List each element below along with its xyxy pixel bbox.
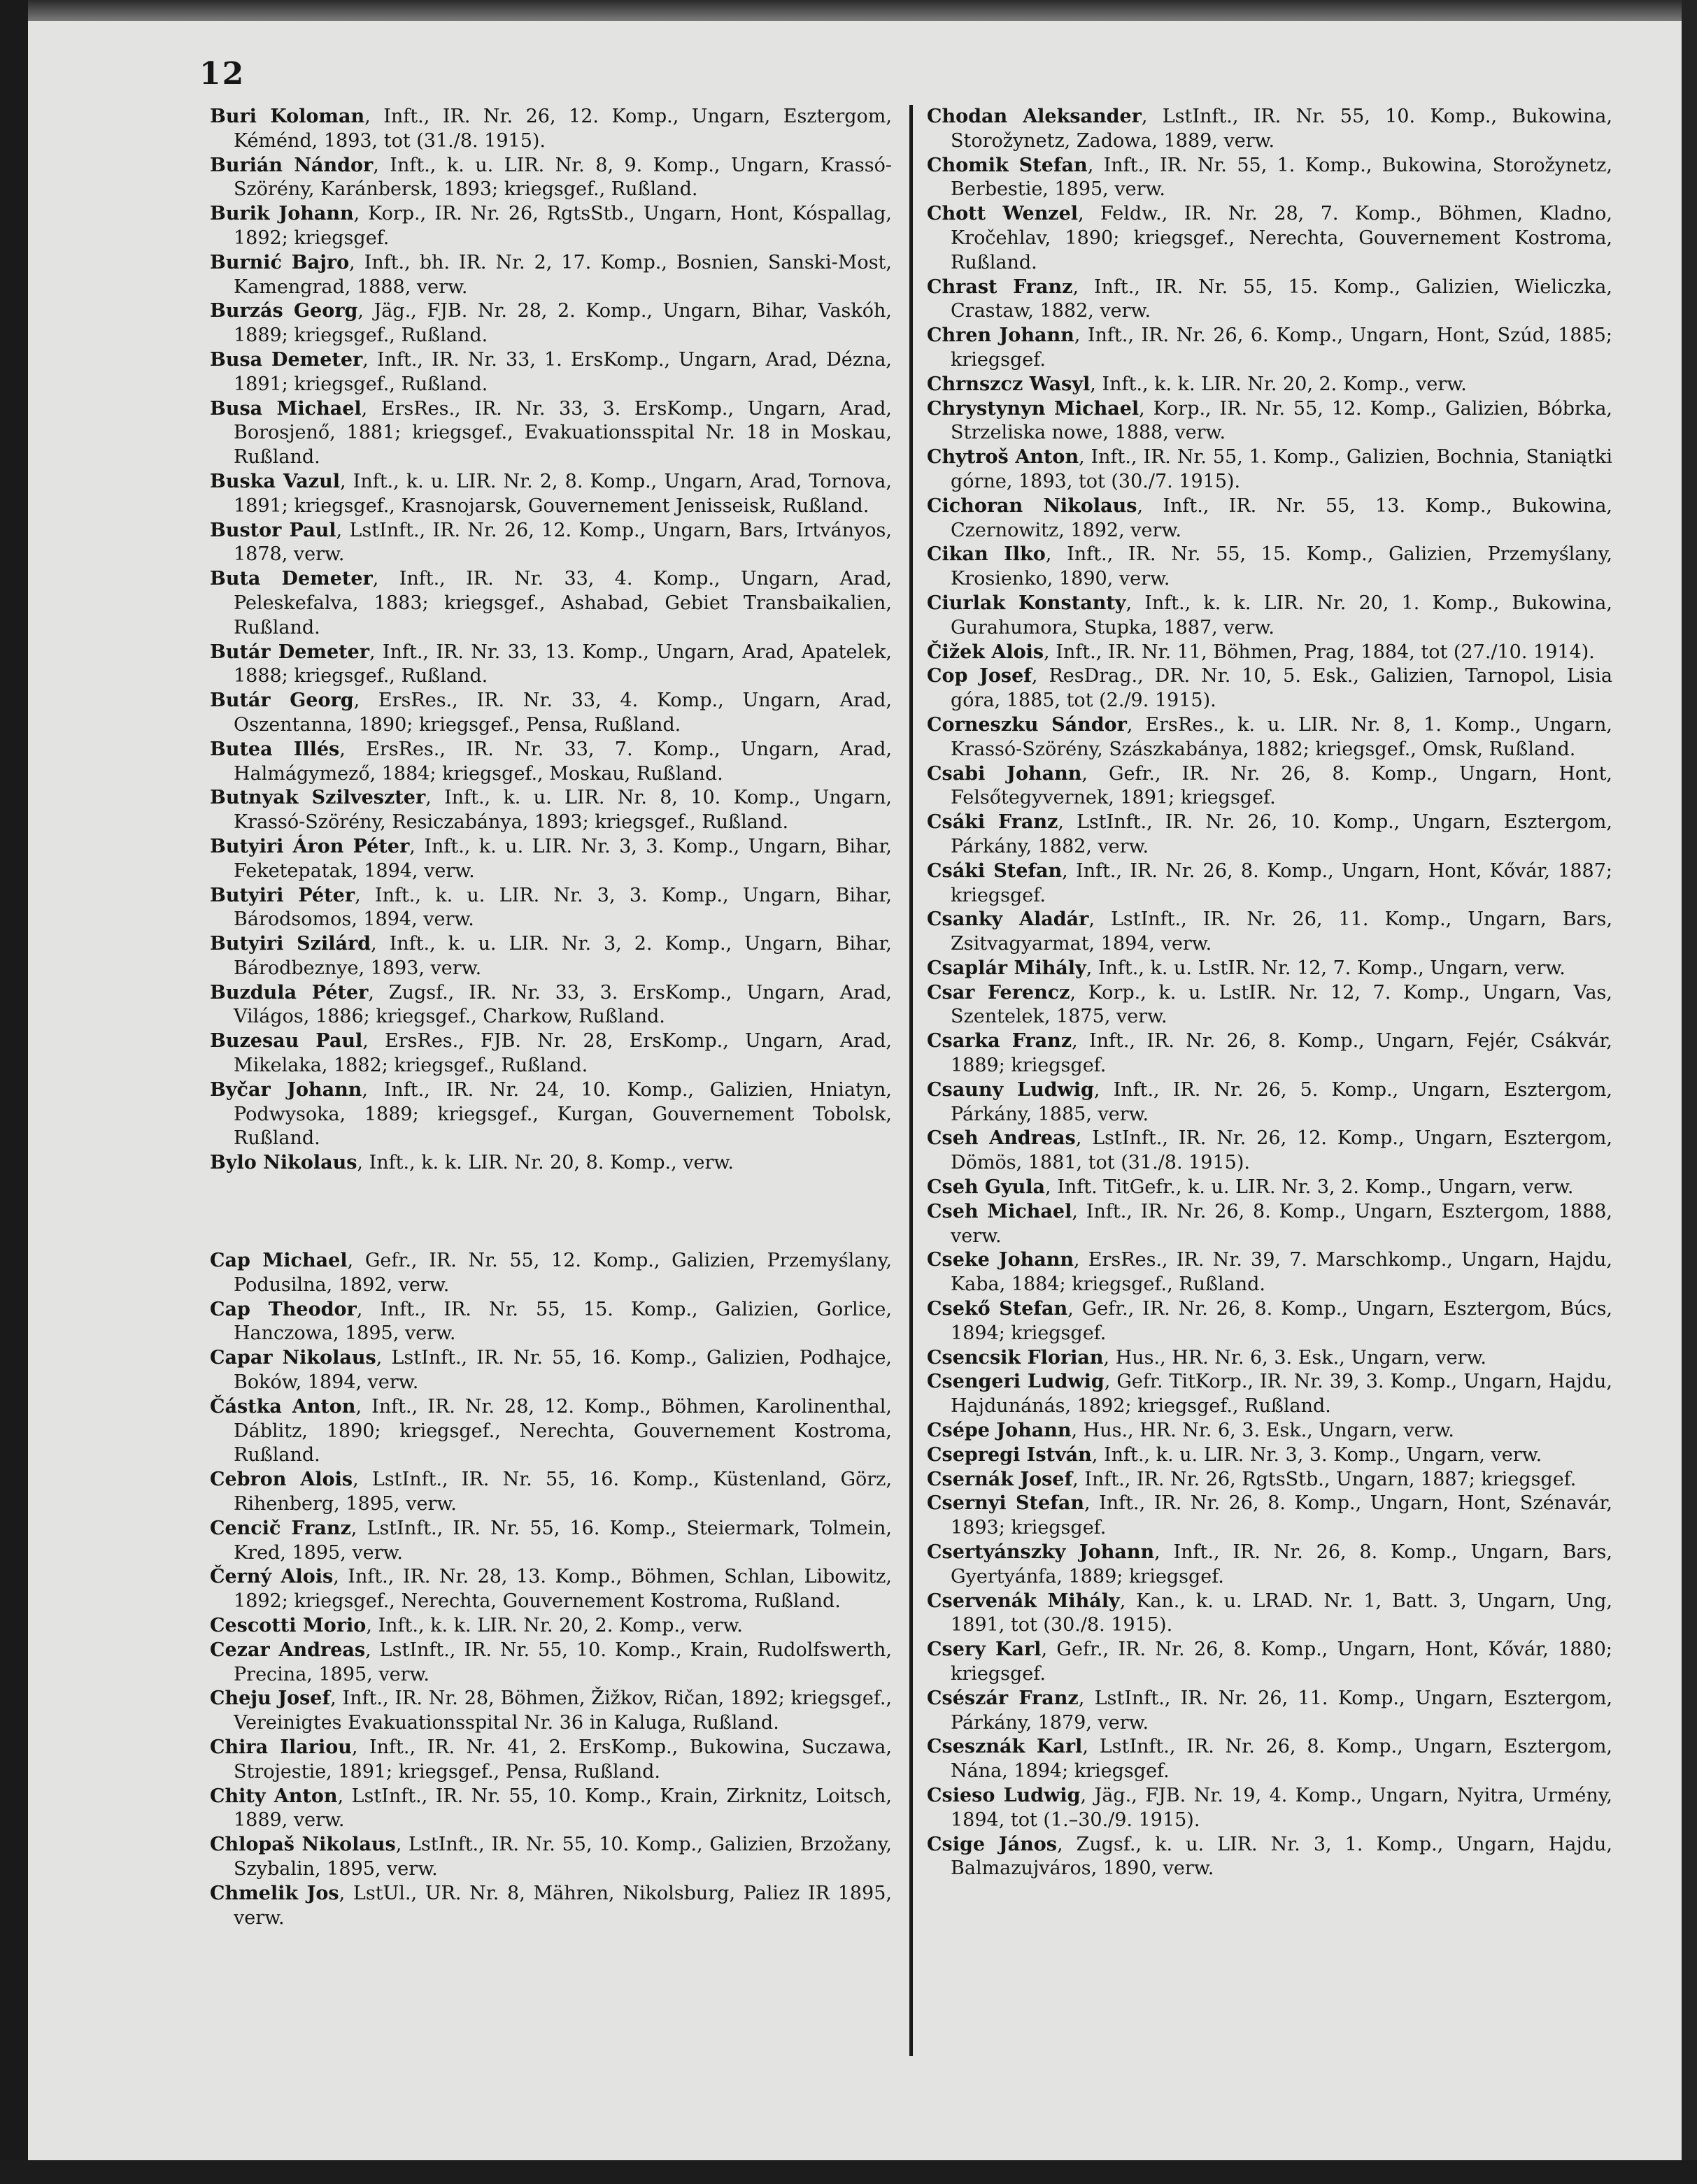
entry-details: , LstInft., IR. Nr. 55, 16. Komp., Steiermark, Tolmein, Kred, 1895, verw. [234, 1517, 892, 1564]
list-entry [927, 713, 1612, 762]
list-entry [927, 1419, 1612, 1443]
entry-name: Chira Ilariou [210, 1736, 352, 1758]
entry-name: Corneszku Sándor [927, 713, 1127, 736]
list-entry [927, 908, 1612, 957]
list-entry [927, 1297, 1612, 1346]
list-entry [210, 567, 892, 640]
list-entry [927, 202, 1612, 275]
entry-name: Csencsik Florian [927, 1346, 1104, 1369]
entry-details: , Inft. TitGefr., k. u. LIR. Nr. 3, 2. Komp., Ungarn, verw. [1045, 1176, 1574, 1199]
entry-name: Burzás Georg [210, 300, 358, 322]
list-entry [927, 1541, 1612, 1590]
list-entry [927, 859, 1612, 908]
entry-details: , ResDrag., DR. Nr. 10, 5. Esk., Galizien, Tarnopol, Lisia góra, 1885, tot (2./9. 1915). [951, 665, 1612, 712]
entry-name: Byčar Johann [210, 1078, 362, 1101]
entry-details: , Inft., IR. Nr. 26, 8. Komp., Ungarn, Hont, Kővár, 1887; kriegsgef. [951, 859, 1612, 906]
entry-name: Chren Johann [927, 324, 1074, 347]
page-number: 12 [199, 56, 246, 92]
entry-name: Cap Michael [210, 1250, 348, 1272]
entry-details: , Inft., IR. Nr. 26, 8. Komp., Ungarn, Hont, Szénavár, 1893; kriegsgef. [951, 1492, 1612, 1539]
entry-details: , Inft., IR. Nr. 55, 13. Komp., Bukowina, Czernowitz, 1892, verw. [951, 494, 1612, 541]
entry-details: , Inft., IR. Nr. 26, 5. Komp., Ungarn, Esztergom, Párkány, 1885, verw. [951, 1078, 1613, 1125]
entry-name: Capar Nikolaus [210, 1347, 376, 1369]
entry-details: , Inft., IR. Nr. 28, 13. Komp., Böhmen, Schlan, Libowitz, 1892; kriegsgef., Nerechta, Gouvernement Kostroma, Rußland. [234, 1566, 892, 1613]
list-entry [927, 1176, 1612, 1200]
list-entry [927, 811, 1612, 859]
entry-name: Cebron Alois [210, 1469, 353, 1491]
entry-name: Butnyak Szilveszter [210, 787, 426, 809]
list-entry [927, 1638, 1612, 1687]
entry-details: , Inft., IR. Nr. 11, Böhmen, Prag, 1884, tot (27./10. 1914). [1044, 641, 1595, 663]
entry-details: , Korp., k. u. LstIR. Nr. 12, 7. Komp., Ungarn, Vas, Szentelek, 1875, verw. [951, 981, 1612, 1028]
entry-details: , Gefr., IR. Nr. 26, 8. Komp., Ungarn, Hont, Kővár, 1880; kriegsgef. [951, 1639, 1613, 1685]
list-entry [210, 348, 892, 397]
list-entry [927, 1346, 1612, 1371]
entry-details: , Hus., HR. Nr. 6, 3. Esk., Ungarn, verw. [1071, 1420, 1454, 1442]
entry-details: , Inft., IR. Nr. 33, 13. Komp., Ungarn, Arad, Apatelek, 1888; kriegsgef., Rußland. [234, 641, 893, 687]
entry-name: Ciurlak Konstanty [927, 592, 1126, 614]
entry-name: Cikan Ilko [927, 543, 1046, 566]
entry-name: Csaplár Mihály [927, 957, 1086, 979]
entry-details: , Korp., IR. Nr. 26, RgtsStb., Ungarn, Hont, Kóspallag, 1892; kriegsgef. [234, 203, 892, 249]
entry-name: Černý Alois [210, 1566, 334, 1588]
list-entry [210, 105, 892, 154]
entry-name: Csáki Franz [927, 811, 1058, 834]
entry-details: , Inft., IR. Nr. 26, 8. Komp., Ungarn, Bars, Gyertyánfa, 1889; kriegsgef. [951, 1541, 1612, 1587]
list-entry [210, 1029, 892, 1078]
entry-details: , LstInft., IR. Nr. 55, 16. Komp., Küstenland, Görz, Rihenberg, 1895, verw. [234, 1469, 892, 1515]
entry-details: , ErsRes., IR. Nr. 39, 7. Marschkomp., Ungarn, Hajdu, Kaba, 1884; kriegsgef., Rußland. [951, 1249, 1613, 1296]
list-entry [927, 1127, 1612, 1176]
entry-details: , LstInft., IR. Nr. 26, 12. Komp., Ungarn, Esztergom, Dömös, 1881, tot (31./8. 1915). [951, 1127, 1612, 1174]
list-entry [210, 470, 892, 519]
entry-details: , ErsRes., IR. Nr. 33, 3. ErsKomp., Ungarn, Arad, Borosjenő, 1881; kriegsgef., Evakuationsspital Nr. 18 in Moskau, Rußland. [234, 397, 892, 469]
list-entry [927, 1735, 1612, 1784]
entry-details: , Inft., IR. Nr. 41, 2. ErsKomp., Bukowina, Suczawa, Strojestie, 1891; kriegsgef., Pensa, Rußland. [234, 1736, 892, 1783]
entry-details: , Inft., k. k. LIR. Nr. 20, 2. Komp., verw. [366, 1615, 743, 1637]
entry-details: , Gefr., IR. Nr. 55, 12. Komp., Galizien, Przemyślany, Podusilna, 1892, verw. [234, 1250, 892, 1296]
entry-name: Cseh Gyula [927, 1176, 1046, 1199]
list-entry [927, 592, 1612, 641]
entry-details: , Gefr., IR. Nr. 26, 8. Komp., Ungarn, Hont, Felsőtegyvernek, 1891; kriegsgef. [951, 762, 1613, 809]
entry-details: , Gefr. TitKorp., IR. Nr. 39, 3. Komp., Ungarn, Hajdu, Hajdunánás, 1892; kriegsgef., Rußland. [951, 1371, 1612, 1418]
entry-details: , LstInft., IR. Nr. 26, 12. Komp., Ungarn, Bars, Irtványos, 1878, verw. [234, 519, 892, 566]
list-entry [927, 154, 1612, 203]
entry-details: , Jäg., FJB. Nr. 19, 4. Komp., Ungarn, Nyitra, Urmény, 1894, tot (1.–30./9. 1915). [951, 1784, 1613, 1831]
entry-details: , LstInft., IR. Nr. 55, 10. Komp., Galizien, Brzožany, Szybalin, 1895, verw. [234, 1834, 892, 1880]
entry-details: , Inft., k. u. LIR. Nr. 3, 3. Komp., Ungarn, Bihar, Bárodsomos, 1894, verw. [234, 884, 892, 931]
list-entry [210, 1395, 892, 1468]
entry-name: Csepregi István [927, 1443, 1092, 1466]
entry-details: , Korp., IR. Nr. 55, 12. Komp., Galizien, Bóbrka, Strzeliska nowe, 1888, verw. [951, 397, 1612, 444]
entry-name: Burián Nándor [210, 154, 374, 176]
list-entry [927, 324, 1612, 373]
entry-name: Chrast Franz [927, 276, 1073, 298]
entry-name: Burnić Bajro [210, 251, 350, 273]
list-entry [927, 1248, 1612, 1297]
entry-name: Butyiri Áron Péter [210, 835, 410, 857]
entry-details: , ErsRes., k. u. LIR. Nr. 8, 1. Komp., Ungarn, Krassó-Szörény, Szászkabánya, 1882; kriegsgef., Omsk, Rußland. [951, 713, 1612, 760]
entry-name: Butár Georg [210, 690, 354, 712]
entry-details: , Zugsf., k. u. LIR. Nr. 3, 1. Komp., Ungarn, Hajdu, Balmazujváros, 1890, verw. [951, 1833, 1612, 1880]
list-entry [927, 1370, 1612, 1419]
entries-group-c [210, 1249, 892, 1930]
entry-name: Cseke Johann [927, 1249, 1074, 1271]
entry-details: , Inft., IR. Nr. 55, 1. Komp., Galizien, Bochnia, Staniątki górne, 1893, tot (30./7. 1915). [951, 446, 1612, 492]
entry-details: , Inft., k. u. LIR. Nr. 3, 3. Komp., Ungarn, Bihar, Feketepatak, 1894, verw. [234, 835, 892, 882]
entry-name: Buska Vazul [210, 470, 340, 492]
entry-details: , Inft., k. u. LstIR. Nr. 12, 7. Komp., Ungarn, verw. [1086, 957, 1565, 979]
entry-name: Butea Illés [210, 738, 340, 760]
entry-name: Cservenák Mihály [927, 1590, 1120, 1612]
entry-details: , LstInft., IR. Nr. 55, 10. Komp., Krain, Rudolfswerth, Precina, 1895, verw. [234, 1639, 892, 1685]
entry-details: , LstInft., IR. Nr. 55, 16. Komp., Galizien, Podhajce, Boków, 1894, verw. [234, 1347, 892, 1394]
list-entry [927, 1833, 1612, 1882]
entry-details: , Inft., k. u. LIR. Nr. 8, 9. Komp., Ungarn, Krassó-Szörény, Karánbersk, 1893; kriegsgef., Rußland. [234, 154, 892, 201]
list-entry [210, 932, 892, 981]
entry-details: , Inft., IR. Nr. 55, 1. Komp., Bukowina, Storožynetz, Berbestie, 1895, verw. [951, 154, 1612, 201]
entry-name: Butár Demeter [210, 641, 370, 663]
list-entry [927, 445, 1612, 494]
list-entry [210, 835, 892, 884]
entry-name: Csieso Ludwig [927, 1784, 1081, 1806]
entry-details: , Jäg., FJB. Nr. 28, 2. Komp., Ungarn, Bihar, Vaskóh, 1889; kriegsgef., Rußland. [234, 300, 892, 347]
list-entry [927, 981, 1612, 1030]
entry-name: Butyiri Szilárd [210, 933, 371, 955]
list-entry [210, 251, 892, 300]
group-spacer [210, 1176, 892, 1249]
entry-details: , LstInft., IR. Nr. 55, 10. Komp., Bukowina, Storožynetz, Zadowa, 1889, verw. [951, 106, 1612, 152]
entry-details: , LstUl., UR. Nr. 8, Mähren, Nikolsburg, Paliez IR 1895, verw. [234, 1882, 892, 1929]
entry-name: Chytroš Anton [927, 446, 1079, 469]
entry-details: , Inft., IR. Nr. 33, 4. Komp., Ungarn, Arad, Peleskefalva, 1883; kriegsgef., Ashabad, Gebiet Transbaikalien, Rußland. [234, 568, 892, 638]
entry-name: Csészár Franz [927, 1687, 1079, 1709]
entry-name: Bustor Paul [210, 519, 336, 541]
list-entry [210, 1833, 892, 1882]
entry-details: , Inft., IR. Nr. 26, 8. Komp., Ungarn, Fejér, Csákvár, 1889; kriegsgef. [951, 1030, 1612, 1077]
list-entry [927, 1443, 1612, 1468]
list-entry [210, 641, 892, 690]
entry-details: , ErsRes., FJB. Nr. 28, ErsKomp., Ungarn, Arad, Mikelaka, 1882; kriegsgef., Rußland. [234, 1030, 892, 1077]
list-entry [210, 1882, 892, 1931]
entry-details: , Feldw., IR. Nr. 28, 7. Komp., Böhmen, Kladno, Kročehlav, 1890; kriegsgef., Nerechta, Gouvernement Kostroma, Rußland. [951, 203, 1612, 273]
entry-name: Buta Demeter [210, 568, 373, 590]
entry-details: , ErsRes., IR. Nr. 33, 7. Komp., Ungarn, Arad, Halmágymező, 1884; kriegsgef., Moskau, Rußland. [234, 738, 892, 785]
entry-name: Buzdula Péter [210, 981, 369, 1004]
list-entry [927, 543, 1612, 592]
entry-details: , Inft., k. u. LIR. Nr. 2, 8. Komp., Ungarn, Arad, Tornova, 1891; kriegsgef., Krasnojarsk, Gouvernement Jenisseisk, Rußland. [234, 470, 892, 517]
list-entry [210, 202, 892, 251]
list-entry [210, 981, 892, 1030]
list-entry [927, 1784, 1612, 1833]
entry-details: , Inft., bh. IR. Nr. 2, 17. Komp., Bosnien, Sanski-Most, Kamengrad, 1888, verw. [234, 251, 892, 298]
list-entry [927, 1078, 1612, 1127]
entry-details: , ErsRes., IR. Nr. 33, 4. Komp., Ungarn, Arad, Oszentanna, 1890; kriegsgef., Pensa, Rußland. [234, 690, 892, 736]
entry-name: Cencič Franz [210, 1517, 351, 1539]
list-entry [210, 397, 892, 470]
list-entry [927, 397, 1612, 446]
list-entry [210, 1565, 892, 1614]
entry-details: , Hus., HR. Nr. 6, 3. Esk., Ungarn, verw. [1103, 1346, 1486, 1369]
entry-details: , LstInft., IR. Nr. 26, 11. Komp., Ungarn, Bars, Zsitvagyarmat, 1894, verw. [951, 908, 1612, 955]
entry-details: , Inft., k. k. LIR. Nr. 20, 2. Komp., verw. [1090, 373, 1467, 395]
entry-details: , Inft., k. k. LIR. Nr. 20, 1. Komp., Bukowina, Gurahumora, Stupka, 1887, verw. [951, 592, 1612, 638]
list-entry [210, 1517, 892, 1566]
list-entry [210, 299, 892, 348]
entry-name: Busa Demeter [210, 348, 363, 371]
entry-details: , Inft., IR. Nr. 55, 15. Komp., Galizien, Wieliczka, Crastaw, 1882, verw. [951, 276, 1612, 322]
column-divider [909, 105, 913, 2056]
entry-details: , Inft., k. u. LIR. Nr. 8, 10. Komp., Ungarn, Krassó-Szörény, Resiczabánya, 1893; kriegsgef., Rußland. [234, 787, 892, 834]
entry-details: , Zugsf., IR. Nr. 33, 3. ErsKomp., Ungarn, Arad, Világos, 1886; kriegsgef., Charkow, Rußland. [234, 981, 892, 1028]
entry-name: Csery Karl [927, 1639, 1042, 1661]
entry-details: , LstInft., IR. Nr. 26, 11. Komp., Ungarn, Esztergom, Párkány, 1879, verw. [951, 1687, 1613, 1734]
entry-details: , Inft., IR. Nr. 26, RgtsStb., Ungarn, 1887; kriegsgef. [1072, 1468, 1577, 1490]
list-entry [210, 1078, 892, 1151]
entry-name: Cap Theodor [210, 1298, 357, 1320]
entry-name: Cseh Michael [927, 1200, 1072, 1222]
list-entry [210, 689, 892, 738]
list-entry [210, 1785, 892, 1834]
entry-name: Chrystynyn Michael [927, 397, 1139, 420]
entry-name: Chmelik Jos [210, 1882, 339, 1904]
entry-name: Csengeri Ludwig [927, 1371, 1105, 1393]
entry-name: Csernyi Stefan [927, 1492, 1084, 1515]
entry-name: Csanky Aladár [927, 908, 1089, 931]
entry-name: Bylo Nikolaus [210, 1152, 357, 1174]
list-entry [927, 276, 1612, 324]
entry-details: , Inft., k. k. LIR. Nr. 20, 8. Komp., verw. [357, 1152, 734, 1174]
entry-name: Cheju Josef [210, 1687, 331, 1710]
entry-name: Chomik Stefan [927, 154, 1088, 176]
scan-border-left [0, 0, 28, 2184]
list-entry [927, 1468, 1612, 1492]
entry-name: Chity Anton [210, 1785, 338, 1807]
entry-details: , Inft., k. u. LIR. Nr. 3, 3. Komp., Ungarn, verw. [1091, 1443, 1542, 1466]
list-entry [210, 1639, 892, 1687]
entry-details: , Kan., k. u. LRAD. Nr. 1, Batt. 3, Ungarn, Ung, 1891, tot (30./8. 1915). [951, 1590, 1612, 1636]
left-column [210, 105, 892, 1930]
entries-group-b [210, 105, 892, 1176]
entry-name: Chodan Aleksander [927, 106, 1142, 127]
list-entry [210, 1687, 892, 1736]
scan-border-right [1682, 0, 1697, 2184]
entry-name: Csabi Johann [927, 762, 1082, 785]
entry-name: Cezar Andreas [210, 1639, 366, 1661]
entry-name: Cichoran Nikolaus [927, 494, 1137, 517]
entry-name: Buri Koloman [210, 106, 365, 127]
right-column [927, 105, 1612, 1881]
list-entry [927, 664, 1612, 713]
entry-details: , Inft., IR. Nr. 28, Böhmen, Žižkov, Ričan, 1892; kriegsgef., Vereinigtes Evakuationsspital Nr. 36 in Kaluga, Rußland. [234, 1687, 893, 1734]
entry-name: Csesznák Karl [927, 1736, 1083, 1758]
entry-details: , Inft., IR. Nr. 26, 8. Komp., Ungarn, Esztergom, 1888, verw. [951, 1200, 1613, 1247]
entry-name: Csar Ferencz [927, 981, 1070, 1004]
entries-right [927, 105, 1612, 1881]
scan-border-bottom [0, 2160, 1697, 2184]
entry-details: , LstInft., IR. Nr. 26, 8. Komp., Ungarn, Esztergom, Nána, 1894; kriegsgef. [951, 1736, 1613, 1783]
list-entry [927, 957, 1612, 981]
list-entry [210, 738, 892, 787]
entry-details: , Inft., IR. Nr. 26, 12. Komp., Ungarn, Esztergom, Kéménd, 1893, tot (31./8. 1915). [234, 106, 892, 152]
list-entry [210, 519, 892, 568]
entry-name: Částka Anton [210, 1395, 356, 1418]
list-entry [927, 641, 1612, 665]
entry-details: , Inft., IR. Nr. 26, 6. Komp., Ungarn, Hont, Szúd, 1885; kriegsgef. [951, 324, 1612, 371]
entry-name: Cop Josef [927, 665, 1032, 687]
entry-name: Csauny Ludwig [927, 1078, 1094, 1101]
entry-details: , Gefr., IR. Nr. 26, 8. Komp., Ungarn, Esztergom, Búcs, 1894; kriegsgef. [951, 1298, 1613, 1344]
entry-details: , Inft., IR. Nr. 55, 15. Komp., Galizien, Przemyślany, Krosienko, 1890, verw. [951, 543, 1612, 590]
entry-details: , LstInft., IR. Nr. 55, 10. Komp., Krain, Zirknitz, Loitsch, 1889, verw. [234, 1785, 892, 1832]
entry-name: Busa Michael [210, 397, 362, 420]
entry-name: Chlopaš Nikolaus [210, 1834, 396, 1856]
list-entry [210, 1249, 892, 1298]
list-entry [210, 786, 892, 835]
list-entry [927, 1687, 1612, 1736]
entry-name: Csarka Franz [927, 1030, 1072, 1052]
entry-details: , Inft., k. u. LIR. Nr. 3, 2. Komp., Ungarn, Bihar, Bárodbeznye, 1893, verw. [234, 933, 892, 979]
entry-name: Burik Johann [210, 203, 354, 225]
entry-name: Csekő Stefan [927, 1298, 1068, 1320]
entry-name: Csépe Johann [927, 1420, 1072, 1442]
entry-name: Cseh Andreas [927, 1127, 1076, 1150]
list-entry [927, 105, 1612, 154]
list-entry [927, 494, 1612, 543]
entry-details: , Inft., IR. Nr. 28, 12. Komp., Böhmen, Karolinenthal, Dáblitz, 1890; kriegsgef., Nerechta, Gouvernement Kostroma, Rußland. [234, 1395, 892, 1466]
list-entry [927, 1200, 1612, 1249]
list-entry [210, 884, 892, 933]
list-entry [927, 373, 1612, 397]
entry-name: Cescotti Morio [210, 1615, 367, 1637]
entry-name: Butyiri Péter [210, 884, 355, 906]
entry-name: Chott Wenzel [927, 203, 1079, 225]
entry-name: Buzesau Paul [210, 1030, 363, 1052]
entry-details: , Inft., IR. Nr. 24, 10. Komp., Galizien, Hniatyn, Podwysoka, 1889; kriegsgef., Kurgan, Gouvernement Tobolsk, Rußland. [234, 1078, 892, 1150]
entry-name: Csertyánszky Johann [927, 1541, 1155, 1564]
list-entry [927, 762, 1612, 811]
list-entry [210, 1736, 892, 1785]
scan-border-top [0, 0, 1697, 21]
entry-name: Csáki Stefan [927, 859, 1063, 882]
entry-details: , Inft., IR. Nr. 33, 1. ErsKomp., Ungarn, Arad, Dézna, 1891; kriegsgef., Rußland. [234, 348, 892, 395]
list-entry [927, 1029, 1612, 1078]
list-entry [927, 1590, 1612, 1639]
entry-name: Čižek Alois [927, 641, 1044, 663]
entry-details: , Inft., IR. Nr. 55, 15. Komp., Galizien, Gorlice, Hanczowa, 1895, verw. [234, 1298, 892, 1345]
entry-name: Csige János [927, 1833, 1057, 1855]
list-entry [210, 1346, 892, 1395]
list-entry [927, 1492, 1612, 1541]
list-entry [210, 1151, 892, 1176]
list-entry [210, 1298, 892, 1347]
entry-details: , LstInft., IR. Nr. 26, 10. Komp., Ungarn, Esztergom, Párkány, 1882, verw. [951, 811, 1612, 857]
entry-name: Csernák Josef [927, 1468, 1073, 1490]
list-entry [210, 1614, 892, 1639]
entry-name: Chrnszcz Wasyl [927, 373, 1091, 395]
list-entry [210, 1468, 892, 1517]
list-entry [210, 154, 892, 203]
